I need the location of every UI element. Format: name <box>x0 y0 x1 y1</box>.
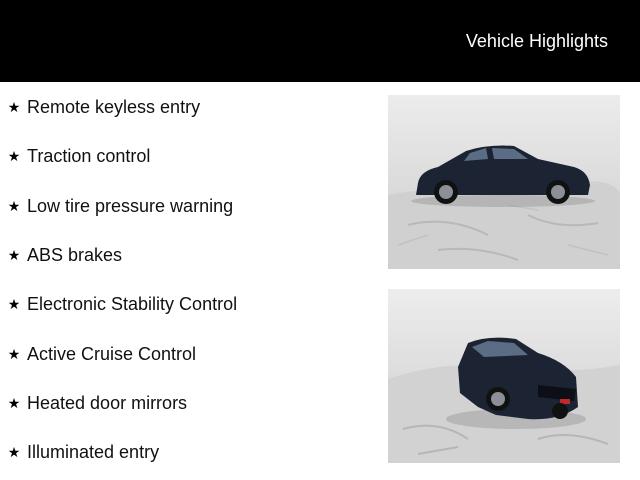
feature-item <box>7 440 159 464</box>
feature-item <box>7 342 196 366</box>
feature-label: ABS brakes <box>27 245 123 265</box>
star-icon: ★ <box>7 394 21 411</box>
feature-item <box>7 144 150 168</box>
vehicle-photo-side[interactable] <box>388 95 620 269</box>
page-title: Vehicle Highlights <box>465 31 608 51</box>
star-icon: ★ <box>7 197 21 214</box>
feature-label: Electronic Stability Control <box>27 294 238 314</box>
star-icon: ★ <box>7 246 21 263</box>
feature-label: Active Cruise Control <box>27 344 197 364</box>
star-icon: ★ <box>7 295 21 312</box>
star-icon: ★ <box>7 147 21 164</box>
star-icon: ★ <box>7 98 21 115</box>
feature-label: Heated door mirrors <box>27 393 188 413</box>
feature-label: Traction control <box>27 146 151 166</box>
feature-label: Remote keyless entry <box>27 97 201 117</box>
feature-item <box>7 194 233 218</box>
star-icon: ★ <box>7 345 21 362</box>
feature-label: Low tire pressure warning <box>27 196 234 216</box>
feature-item <box>7 95 200 119</box>
feature-item <box>7 292 237 316</box>
feature-item <box>7 391 187 415</box>
feature-item <box>7 243 122 267</box>
header-bar <box>0 0 640 82</box>
vehicle-photo-front[interactable] <box>388 289 620 463</box>
feature-label: Illuminated entry <box>27 442 160 462</box>
star-icon: ★ <box>7 443 21 460</box>
